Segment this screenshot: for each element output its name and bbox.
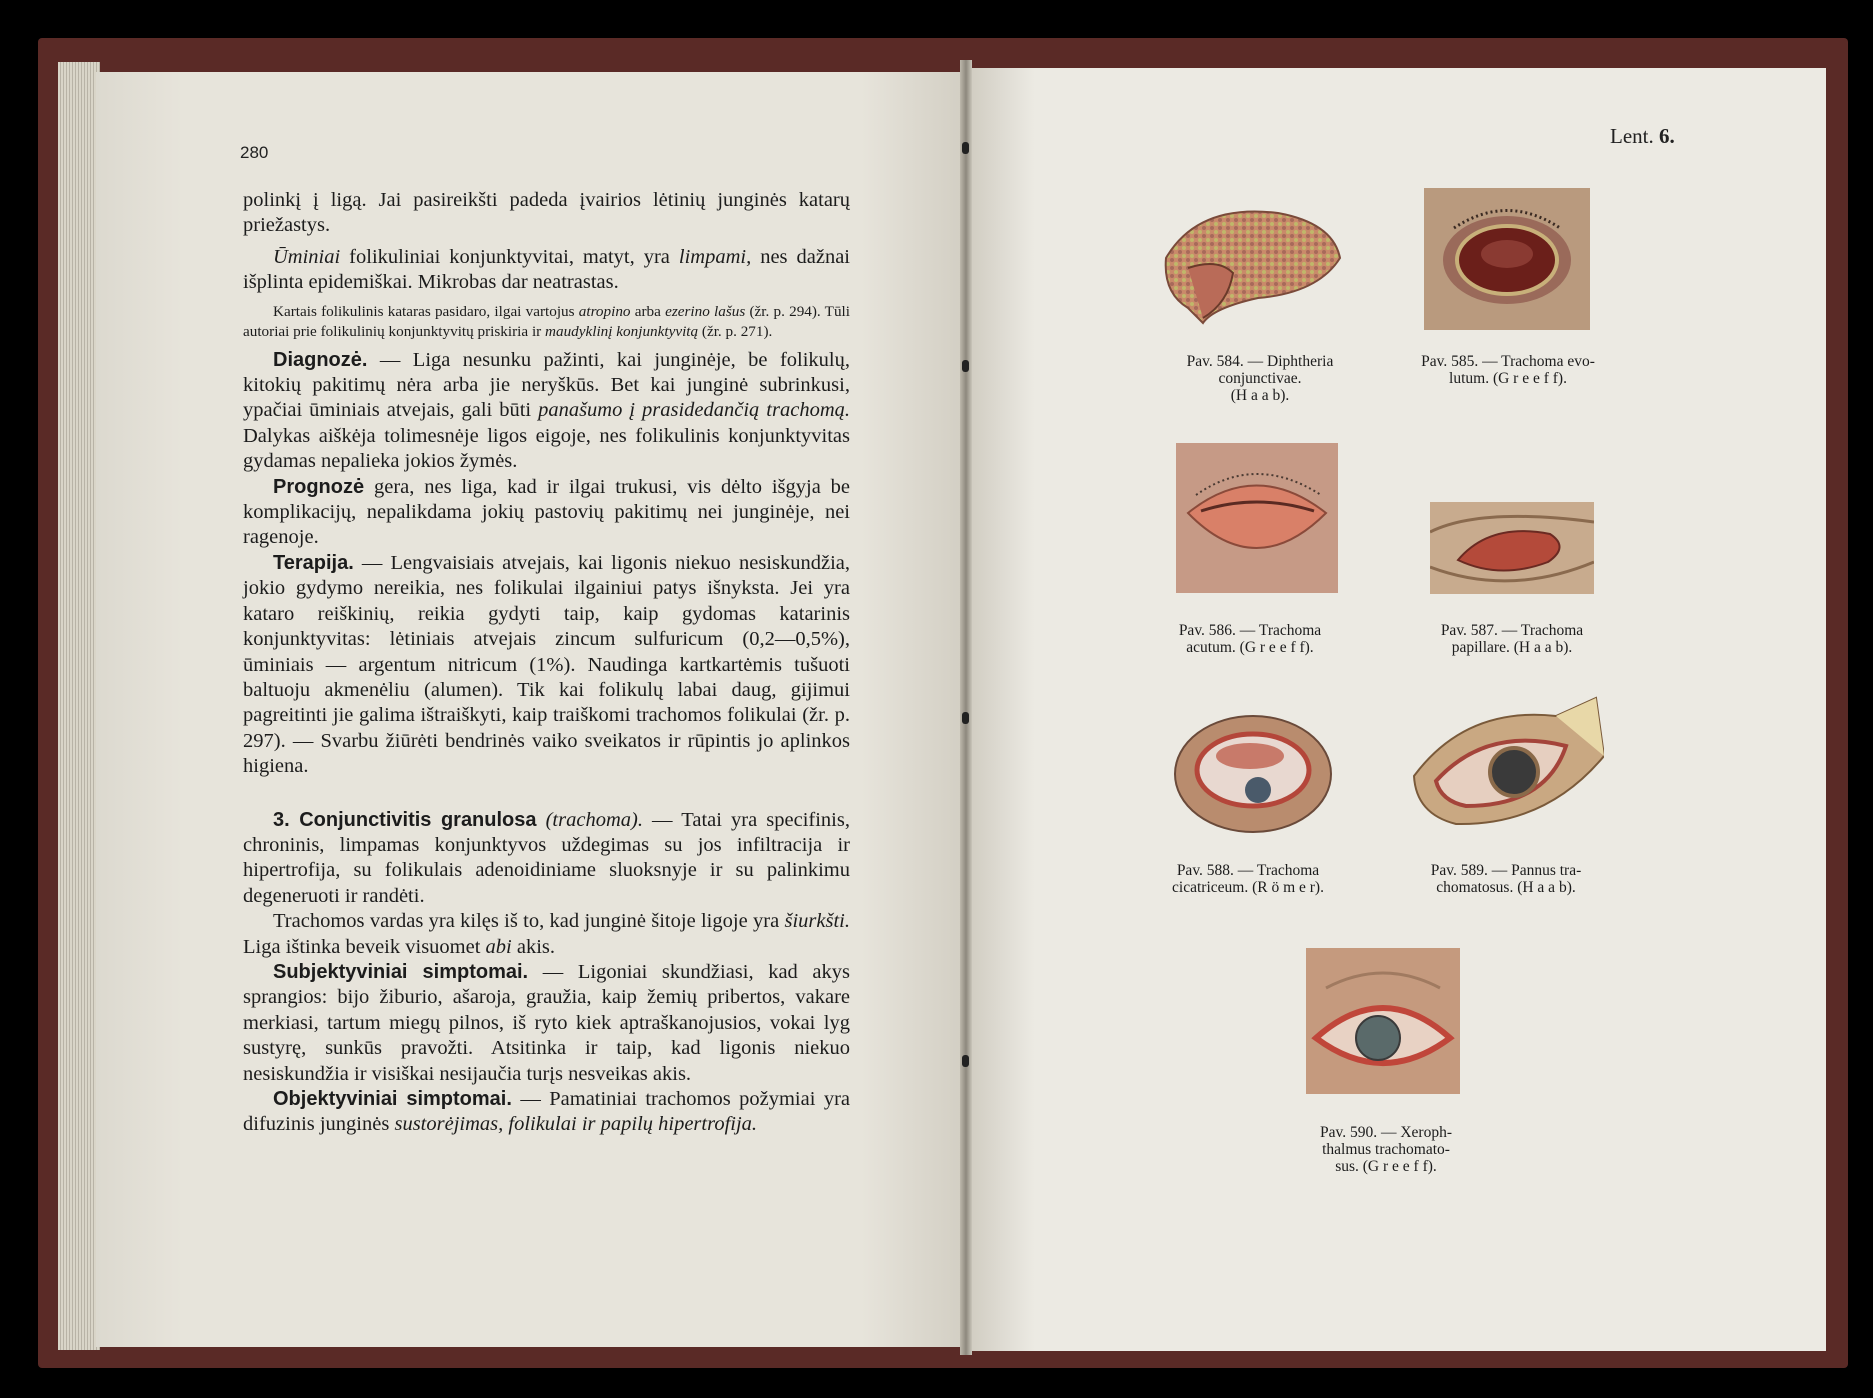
paragraph: polinkį į ligą. Jai pasireikšti padeda įvairios lėtinių junginės katarų priežastys. xyxy=(243,189,850,237)
figure-xerophthalmus-illustration xyxy=(1306,948,1460,1094)
paragraph: Subjektyviniai simptomai. — Ligoniai skundžiasi, kad akys sprangios: bijo žiburio, ašaroja, graužia, kaip žemių pribertos, vakare merkiasi, tartum miegų pilnos, iš ryto kiek aptraškanojusios, vokai lyg sustyrę, sunkūs pravožti. Atsitinka ir taip, kad ligonis niekuo nesiskundžia ir visiškai nesijaučia turįs nesveikas akis. xyxy=(243,960,851,1085)
paragraph: Terapija. — Lengvaisiais atvejais, kai ligonis niekuo nesiskundžia, jokio gydymo nereikia, nes folikulai ilgainiui patys išnyksta. Jei yra kataro reiškinių, reikia gydyti taip, kaip gydomas katarinis konjunktyvitas: lėtiniais atvejais zincum sulfuricum (0,2—0,5%), ūminiais — argentum nitricum (1%). Naudinga kartkartėmis tušuoti baltuoju akmenėliu (alumen). Tik kai folikulų labai daug, gijimui pagreitinti jie galima ištraiškyti, kaip traiškomi trachomos folikulai (žr. p. 297). — Svarbu žiūrėti bendrinės vaiko sveikatos ir rūpintis jo aplinkos higiena. xyxy=(243,551,850,778)
page-edges xyxy=(58,62,100,1350)
paragraph: 3. Conjunctivitis granulosa (trachoma). — Tatai yra specifinis, chroninis, limpamas konjunktyvos uždegimas su jos infiltracija ir hipertrofija, su folikulais adenoidiniame sluoksnyje ir su palinkimu degeneruoti ir randėti. xyxy=(243,808,850,907)
paragraph: Objektyviniai simptomai. — Pamatiniai trachomos požymiai yra difuzinis junginės sustorėjimas, folikulai ir papilų hipertrofija. xyxy=(243,1088,851,1136)
figure-caption: Pav. 588. — Trachoma cicatriceum. (R ö m e r). xyxy=(1172,862,1324,896)
paragraph: Trachomos vardas yra kilęs iš to, kad junginė šitoje ligoje yra šiurkšti. Liga ištinka beveik visuomet abi akis. xyxy=(243,910,850,958)
binding-stitch xyxy=(962,712,969,724)
figure-caption: Pav. 590. — Xeroph- thalmus trachomato- sus. (G r e e f f). xyxy=(1319,1124,1452,1175)
figure-diphtheria-illustration xyxy=(1158,198,1344,326)
section-heading: Terapija. xyxy=(273,551,354,574)
figure-caption: Pav. 585. — Trachoma evo- lutum. (G r e e f f). xyxy=(1421,353,1595,387)
section-heading: 3. Conjunctivitis granulosa xyxy=(273,808,537,831)
small-print-note: Kartais folikulinis kataras pasidaro, ilgai vartojus atropino arba ezerino lašus (žr. p. 294). Tūli autoriai prie folikulinių konjunktyvitų priskiria ir maudyklinį konjunktyvitą (žr. p. 271). xyxy=(243,302,850,340)
binding-stitch xyxy=(962,1055,969,1067)
paragraph: Prognozė gera, nes liga, kad ir ilgai trukusi, vis dėlto išgyja be komplikacijų, nepalikdama jokių pastovių pakitimų nei junginėje, nei ragenoje. xyxy=(243,475,850,549)
figure-caption: Pav. 586. — Trachoma acutum. (G r e e f f). xyxy=(1178,622,1322,656)
paragraph: Diagnozė. — Liga nesunku pažinti, kai junginėje, be folikulų, kitokių pakitimų nėra arba jie neryškūs. Bet kai junginė subrinkusi, ypačiai ūminiais atvejais, gali būti panašumo į prasidedančią trachomą. Dalykas aiškėja tolimesnėje ligos eigoje, nes folikulinis konjunktyvitas gydamas nepalieka jokios žymės. xyxy=(243,348,850,473)
figure-trachoma-evolutum-illustration xyxy=(1424,188,1590,330)
section-heading: Objektyviniai simptomai. xyxy=(273,1088,512,1110)
binding-stitch xyxy=(962,360,969,372)
figure-trachoma-papillare-illustration xyxy=(1430,502,1594,594)
left-page-text xyxy=(243,188,850,1138)
page-number: 280 xyxy=(240,143,269,162)
section-heading: Diagnozė. xyxy=(273,348,368,371)
figure-caption: Pav. 587. — Trachoma papillare. (H a a b). xyxy=(1440,622,1584,656)
paragraph: Ūminiai folikuliniai konjunktyvitai, matyt, yra limpami, nes dažnai išplinta epidemiškai. Mikrobas dar neatrastas. xyxy=(243,245,850,294)
section-heading: Prognozė xyxy=(273,475,365,498)
section-heading: Subjektyviniai simptomai. xyxy=(273,960,529,983)
binding-stitch xyxy=(962,142,969,154)
figure-pannus-trachomatosus-illustration xyxy=(1406,686,1604,836)
figure-trachoma-cicatriceum-illustration xyxy=(1172,704,1334,836)
figure-caption: Pav. 589. — Pannus tra- chomatosus. (H a a b). xyxy=(1430,862,1582,896)
book-gutter xyxy=(960,60,972,1355)
figure-caption: Pav. 584. — Diphtheria conjunctivae. (H a a b). xyxy=(1186,353,1334,404)
plate-label: Lent. 6. xyxy=(1610,124,1675,148)
figure-trachoma-acutum-illustration xyxy=(1176,443,1338,593)
